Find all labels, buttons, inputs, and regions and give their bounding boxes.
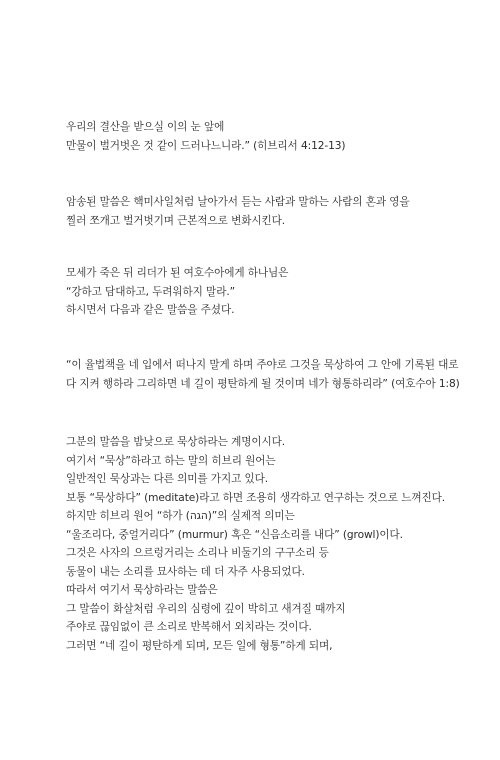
text-line: 모세가 죽은 뒤 리더가 된 여호수아에게 하나님은 — [66, 267, 289, 279]
text-line: 그분의 말씀을 밤낮으로 묵상하라는 계명이시다. — [66, 436, 286, 448]
text-line: 그 말씀이 화살처럼 우리의 심령에 깊이 박히고 새겨질 때까지 — [66, 602, 346, 615]
text-line: 만물이 벌거벗은 것 같이 드러나느니라.” (히브리서 4:12-13) — [66, 139, 346, 152]
text-line: 그것은 사자의 으르렁거리는 소리나 비둘기의 구구소리 등 — [66, 547, 329, 559]
paragraph-meditate-explanation — [66, 433, 496, 655]
text-line: “이 율법책을 네 입에서 떠나지 말게 하며 주야로 그것을 묵상하여 그 안에 기록된 대로 — [66, 359, 459, 371]
text-line: “울조리다, 중얼거리다” (murmur) 혹은 “신음소리를 내다” (growl)이다. — [66, 528, 403, 541]
text-line: 암송된 말씀은 핵미사일처럼 날아가서 듣는 사람과 말하는 사람의 혼과 영을 — [66, 196, 410, 208]
text-line: 다 지켜 행하라 그리하면 네 길이 평탄하게 될 것이며 네가 형통하리라” (여호수아 1:8) — [66, 377, 460, 390]
text-line: 동물이 내는 소리를 묘사하는 데 더 자주 사용되었다. — [66, 565, 305, 578]
paragraph-joshua-intro — [66, 264, 496, 320]
text-line: 일반적인 묵상과는 다른 의미를 가지고 있다. — [66, 473, 269, 485]
paragraph-hebrews-quote — [66, 118, 496, 155]
text-line: 주야로 끊임없이 큰 소리로 반복해서 외치라는 것이다. — [66, 621, 312, 633]
text-line: 우리의 결산을 받으실 이의 눈 앞에 — [66, 121, 225, 133]
paragraph-memorized-word — [66, 193, 496, 230]
text-line: 하지만 히브리 원어 “하가 (הגה)”의 실제적 의미는 — [66, 510, 295, 522]
text-line: 찔러 쪼개고 벌거벗기며 근본적으로 변화시킨다. — [66, 214, 286, 227]
text-line: 그러면 “네 길이 평탄하게 되며, 모든 일에 형통”하게 되며, — [66, 639, 333, 652]
paragraph-joshua-quote — [66, 356, 496, 393]
text-line: 여기서 “묵상”하라고 하는 말의 히브리 원어는 — [66, 454, 276, 467]
text-line: “강하고 담대하고, 두려워하지 말라.” — [66, 285, 235, 298]
text-line: 하시면서 다음과 같은 말씀을 주셨다. — [66, 304, 235, 316]
text-line: 보통 “묵상하다” (meditate)라고 하면 조용히 생각하고 연구하는 것으로 느껴진다. — [66, 491, 446, 504]
text-line: 따라서 여기서 묵상하라는 말씀은 — [66, 584, 218, 596]
